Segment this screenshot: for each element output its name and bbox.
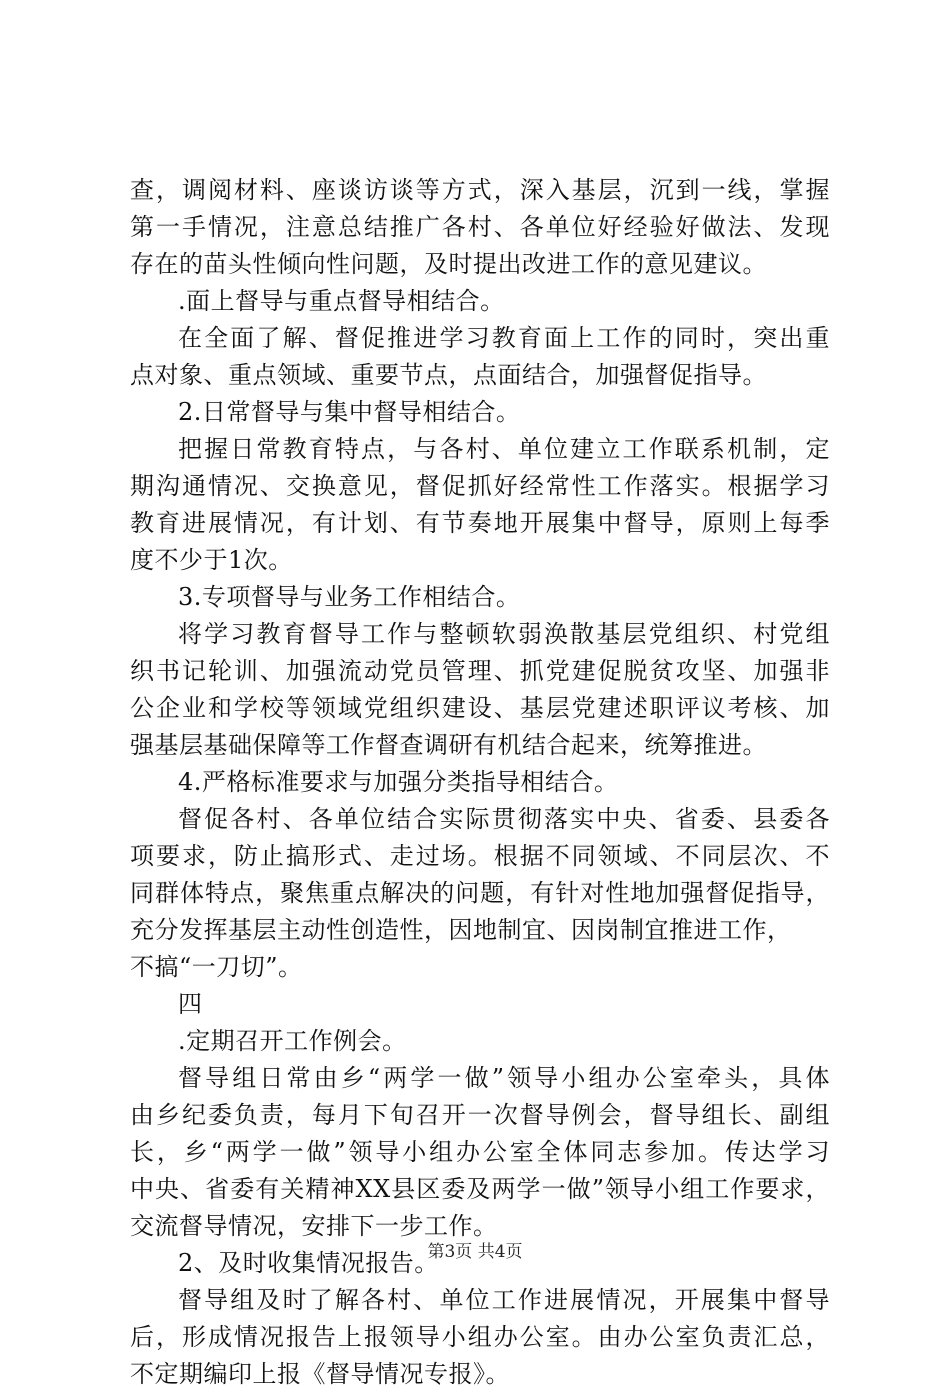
text-line: 把握日常教育特点，与各村、单位建立工作联系机制，定 <box>178 435 830 463</box>
page-footer: 第3页 共4页 <box>427 1242 523 1262</box>
text-line: 教育进展情况，有计划、有节奏地开展集中督导，原则上每季 <box>130 509 830 537</box>
text-line: 交流督导情况，安排下一步工作。 <box>130 1212 498 1240</box>
text-line: 中央、省委有关精神XX县区委及两学一做”领导小组工作要求， <box>130 1175 830 1203</box>
text-line: 督导组日常由乡“两学一做”领导小组办公室牵头，具体 <box>178 1064 830 1092</box>
text-line: 不定期编印上报《督导情况专报》。 <box>130 1360 510 1388</box>
text-line: 在全面了解、督促推进学习教育面上工作的同时，突出重 <box>178 324 830 352</box>
text-line: 3.专项督导与业务工作相结合。 <box>178 583 521 611</box>
text-line: 长，乡“两学一做”领导小组办公室全体同志参加。传达学习 <box>130 1138 830 1166</box>
text-line: 将学习教育督导工作与整顿软弱涣散基层党组织、村党组 <box>178 620 830 648</box>
text-line: 督导组及时了解各村、单位工作进展情况，开展集中督导 <box>178 1286 830 1314</box>
text-line: 同群体特点，聚焦重点解决的问题，有针对性地加强督促指导， <box>130 879 830 907</box>
text-line: 后，形成情况报告上报领导小组办公室。由办公室负责汇总， <box>130 1323 830 1351</box>
text-line: 强基层基础保障等工作督查调研有机结合起来，统筹推进。 <box>130 731 767 759</box>
text-line: 由乡纪委负责，每月下旬召开一次督导例会，督导组长、副组 <box>130 1101 830 1129</box>
text-line: 4.严格标准要求与加强分类指导相结合。 <box>178 768 619 796</box>
text-line: 充分发挥基层主动性创造性，因地制宜、因岗制宜推进工作， <box>130 916 792 944</box>
text-line: 期沟通情况、交换意见，督促抓好经常性工作落实。根据学习 <box>130 472 830 500</box>
text-line: 四 <box>178 990 203 1018</box>
text-line: .面上督导与重点督导相结合。 <box>178 287 505 315</box>
text-line: 查，调阅材料、座谈访谈等方式，深入基层，沉到一线，掌握 <box>130 176 830 204</box>
text-line: 督促各村、各单位结合实际贯彻落实中央、省委、县委各 <box>178 805 830 833</box>
text-line: 2、及时收集情况报告。 <box>178 1249 439 1277</box>
text-line: 点对象、重点领域、重要节点，点面结合，加强督促指导。 <box>130 361 767 389</box>
text-line: 存在的苗头性倾向性问题，及时提出改进工作的意见建议。 <box>130 250 767 278</box>
text-line: 度不少于1次。 <box>130 546 293 574</box>
text-line: .定期召开工作例会。 <box>178 1027 407 1055</box>
text-line: 不搞“一刀切”。 <box>130 953 303 981</box>
document-body <box>130 172 830 1393</box>
text-line: 2.日常督导与集中督导相结合。 <box>178 398 521 426</box>
text-line: 项要求，防止搞形式、走过场。根据不同领域、不同层次、不 <box>130 842 830 870</box>
text-line: 第一手情况，注意总结推广各村、各单位好经验好做法、发现 <box>130 213 830 241</box>
text-line: 公企业和学校等领域党组织建设、基层党建述职评议考核、加 <box>130 694 830 722</box>
text-line: 织书记轮训、加强流动党员管理、抓党建促脱贫攻坚、加强非 <box>130 657 830 685</box>
